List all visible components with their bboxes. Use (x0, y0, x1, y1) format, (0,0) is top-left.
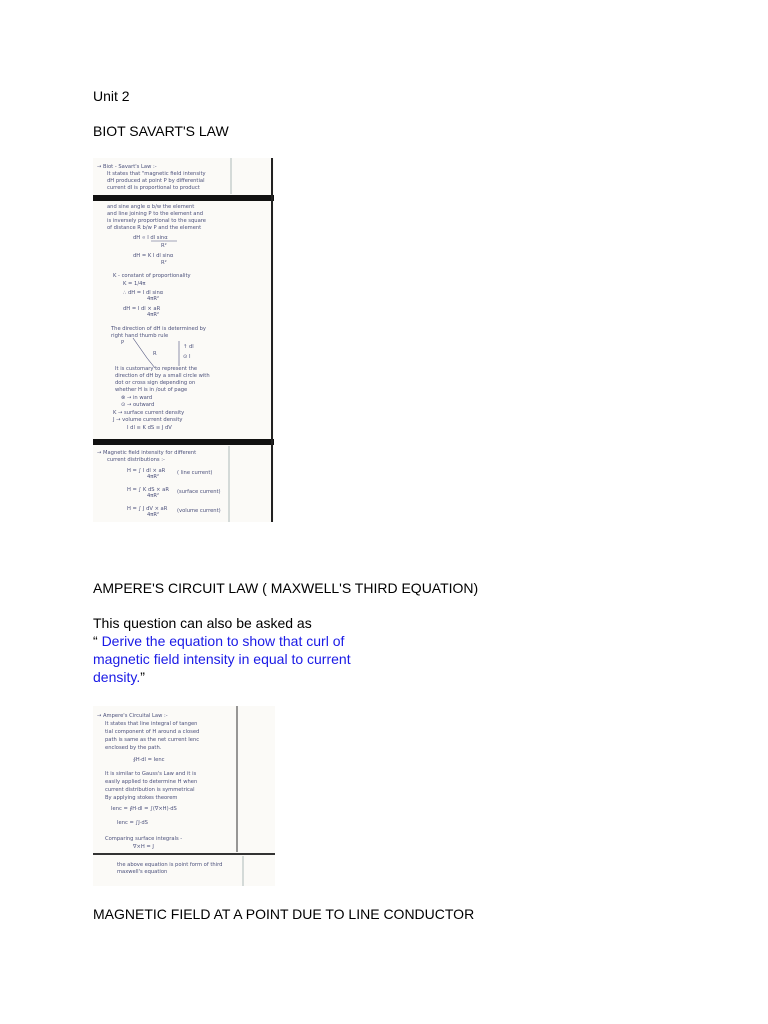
svg-text:Ienc = ∫J·dS: Ienc = ∫J·dS (117, 820, 148, 826)
svg-text:(volume current): (volume current) (177, 508, 221, 514)
svg-text:J → volume current density: J → volume current density (113, 417, 183, 423)
svg-text:K → surface current density: K → surface current density (113, 410, 185, 416)
line-conductor-heading: MAGNETIC FIELD AT A POINT DUE TO LINE CONDUCTOR (93, 906, 475, 922)
intro-text: This question can also be asked as (93, 615, 312, 631)
svg-text:right hand thumb rule: right hand thumb rule (111, 333, 169, 339)
svg-text:easily applied to determine H: easily applied to determine H when (105, 779, 198, 785)
unit-heading: Unit 2 (93, 88, 130, 104)
svg-text:It states that line integral o: It states that line integral of tangen (105, 721, 198, 727)
svg-text:current distributions :-: current distributions :- (107, 457, 165, 463)
svg-text:4πR²: 4πR² (147, 493, 160, 499)
svg-text:whether H is in /out of page: whether H is in /out of page (115, 387, 188, 393)
svg-text:H = ∫ J dV × aR: H = ∫ J dV × aR (127, 506, 168, 512)
svg-text:→ Ampere's Circuital Law :-: → Ampere's Circuital Law :- (97, 713, 168, 719)
svg-text:∇×H = J: ∇×H = J (133, 844, 154, 850)
svg-text:By applying stokes theorem: By applying stokes theorem (105, 795, 178, 801)
svg-text:tial component of H around a c: tial component of H around a closed (105, 729, 200, 735)
svg-text:R²: R² (161, 243, 167, 249)
ampere-notes-image (93, 706, 275, 886)
quote-open: “ (93, 633, 102, 649)
svg-text:The direction of dH is determi: The direction of dH is determined by (111, 326, 206, 332)
svg-text:R²: R² (161, 260, 167, 266)
svg-text:⊙ I: ⊙ I (183, 354, 191, 360)
svg-text:→ Magnetic field intensity for: → Magnetic field intensity for different (97, 450, 197, 456)
svg-text:dH = I dl × aR: dH = I dl × aR (123, 306, 161, 312)
svg-text:R: R (153, 351, 157, 357)
svg-text:↑ dl: ↑ dl (183, 344, 194, 350)
svg-text:(surface current): (surface current) (177, 489, 221, 495)
quote-close: ” (140, 669, 145, 685)
svg-text:maxwell's equation: maxwell's equation (117, 869, 168, 875)
question-link-line-1[interactable]: Derive the equation to show that curl of (101, 633, 345, 649)
quote-line-3 (93, 668, 145, 686)
svg-text:current dI is proportional to: current dI is proportional to product (107, 185, 200, 191)
svg-text:4πR²: 4πR² (147, 296, 160, 302)
svg-text:4πR²: 4πR² (147, 474, 160, 480)
biot-savart-notes-image (93, 158, 274, 522)
svg-text:the above equation is point fo: the above equation is point form of third (117, 862, 223, 868)
svg-text:∴ dH = I dl sinα: ∴ dH = I dl sinα (123, 290, 164, 296)
svg-text:and line joining P to the elem: and line joining P to the element and (107, 211, 204, 217)
svg-text:It states that "magnetic field: It states that "magnetic field intensity (107, 171, 206, 177)
svg-text:4πR²: 4πR² (147, 512, 160, 518)
svg-text:It is similar to Gauss's Law a: It is similar to Gauss's Law and it is (105, 771, 197, 777)
svg-text:( line current): ( line current) (177, 470, 213, 476)
svg-text:→ Biot - Savart's Law :-: → Biot - Savart's Law :- (97, 164, 157, 170)
svg-text:of distance R b/w P and the el: of distance R b/w P and the element (107, 225, 202, 231)
svg-text:4πR²: 4πR² (147, 312, 160, 318)
question-link-line-2[interactable]: magnetic field intensity in equal to current (93, 651, 351, 667)
svg-text:is inversely proportional to t: is inversely proportional to the square (107, 218, 206, 224)
svg-text:Ienc = ∮H·dl = ∫(∇×H)·dS: Ienc = ∮H·dl = ∫(∇×H)·dS (111, 806, 177, 812)
svg-text:path is same as the net curren: path is same as the net current Ienc (105, 737, 200, 743)
svg-text:Comparing surface integrals -: Comparing surface integrals - (105, 836, 183, 842)
ampere-heading: AMPERE'S CIRCUIT LAW ( MAXWELL'S THIRD EQUATION) (93, 580, 479, 596)
question-link-line-3[interactable]: density. (93, 669, 141, 685)
svg-text:K = 1/4π: K = 1/4π (123, 281, 146, 287)
biot-savart-heading: BIOT SAVART'S LAW (93, 123, 229, 139)
svg-text:It is customary to represent t: It is customary to represent the (115, 366, 198, 372)
svg-text:H = ∫ I dl × aR: H = ∫ I dl × aR (127, 468, 166, 474)
svg-text:enclosed by the path.: enclosed by the path. (105, 745, 162, 751)
svg-text:K - constant of proportionalit: K - constant of proportionality (113, 273, 191, 279)
svg-text:⊗ → in ward: ⊗ → in ward (121, 395, 153, 401)
svg-text:I dl ≡ K dS ≡ J dV: I dl ≡ K dS ≡ J dV (127, 425, 172, 431)
quote-line-1 (93, 632, 344, 650)
svg-text:and sine angle α b/w the eleme: and sine angle α b/w the element (107, 204, 195, 210)
svg-text:dot or cross sign depending on: dot or cross sign depending on (115, 380, 196, 386)
svg-text:dH ∝ I dl sinα: dH ∝ I dl sinα (133, 235, 168, 241)
svg-text:dH produced at point P by diff: dH produced at point P by differential (107, 178, 205, 184)
svg-text:dH = K I dl sinα: dH = K I dl sinα (133, 253, 174, 259)
svg-text:⊙ → outward: ⊙ → outward (121, 402, 155, 408)
svg-text:direction of dH by a small cir: direction of dH by a small circle with (115, 373, 210, 379)
svg-text:∮H·dl = Ienc: ∮H·dl = Ienc (133, 757, 165, 763)
svg-text:H = ∫ K dS × aR: H = ∫ K dS × aR (127, 487, 169, 493)
svg-text:current distribution is symmet: current distribution is symmetrical (105, 787, 195, 793)
svg-text:P: P (121, 340, 125, 346)
